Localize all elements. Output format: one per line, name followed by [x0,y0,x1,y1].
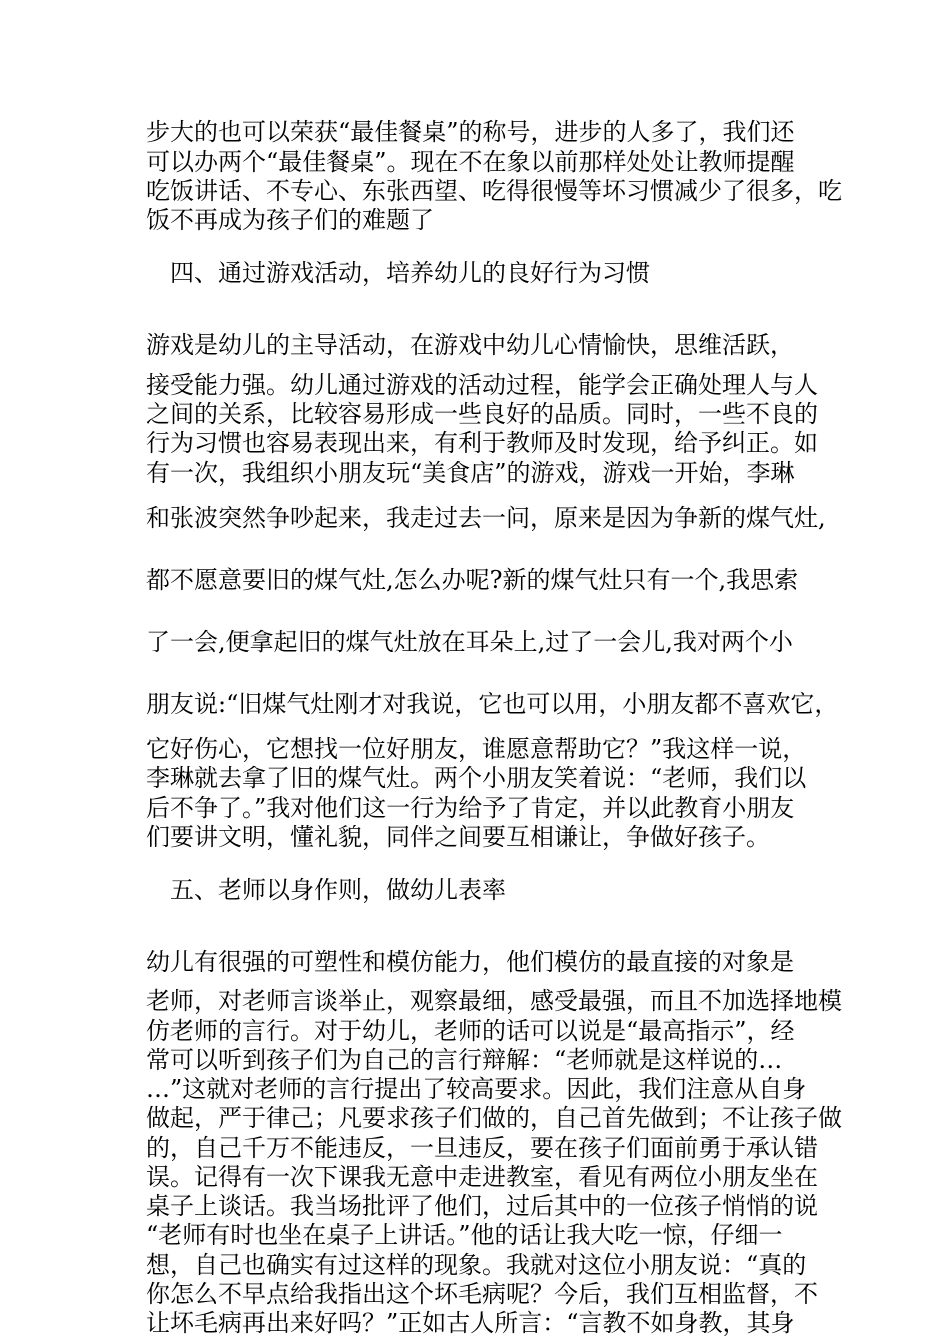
paragraph-line: “老师有时也坐在桌子上讲话。”他的话让我大吃一惊，仔细一 [146,1221,783,1249]
paragraph-line: 仿老师的言行。对于幼儿，老师的话可以说是“最高指示”，经 [146,1017,795,1045]
paragraph-line: 它好伤心，它想找一位好朋友，谁愿意帮助它？”我这样一说， [146,735,807,763]
paragraph-line: 饭不再成为孩子们的难题了 [146,206,434,234]
paragraph-line: 让坏毛病再出来好吗？”正如古人所言：“言教不如身教，其身 [146,1309,795,1337]
paragraph-line: 和张波突然争吵起来，我走过去一问，原来是因为争新的煤气灶, [146,504,826,532]
paragraph-line: 常可以听到孩子们为自己的言行辩解：“老师就是这样说的… [146,1046,783,1074]
section-heading: 四、通过游戏活动，培养幼儿的良好行为习惯 [170,259,650,287]
paragraph-line: …”这就对老师的言行提出了较高要求。因此，我们注意从自身 [146,1075,807,1103]
paragraph-line: 幼儿有很强的可塑性和模仿能力，他们模仿的最直接的对象是 [146,948,794,976]
section-heading: 五、老师以身作则，做幼儿表率 [170,876,506,904]
paragraph-line: 都不愿意要旧的煤气灶,怎么办呢?新的煤气灶只有一个,我思索 [146,566,799,594]
paragraph-line: 步大的也可以荣获“最佳餐桌”的称号，进步的人多了，我们还 [146,118,795,146]
paragraph-line: 有一次，我组织小朋友玩“美食店”的游戏，游戏一开始，李琳 [146,459,795,487]
paragraph-line: 可以办两个“最佳餐桌”。现在不在象以前那样处处让教师提醒 [146,148,795,176]
paragraph-line: 吃饭讲话、不专心、东张西望、吃得很慢等坏习惯减少了很多，吃 [146,177,842,205]
paragraph-line: 李琳就去拿了旧的煤气灶。两个小朋友笑着说：“老师，我们以 [146,764,807,792]
paragraph-line: 游戏是幼儿的主导活动，在游戏中幼儿心情愉快，思维活跃， [146,331,794,359]
paragraph-line: 桌子上谈话。我当场批评了他们，过后其中的一位孩子悄悄的说 [146,1192,818,1220]
paragraph-line: 老师，对老师言谈举止，观察最细，感受最强，而且不加选择地模 [146,987,842,1015]
paragraph-line: 你怎么不早点给我指出这个坏毛病呢？今后，我们互相监督，不 [146,1280,818,1308]
paragraph-line: 们要讲文明，懂礼貌，同伴之间要互相谦让，争做好孩子。 [146,823,770,851]
paragraph-line: 接受能力强。幼儿通过游戏的活动过程，能学会正确处理人与人 [146,371,818,399]
paragraph-line: 之间的关系，比较容易形成一些良好的品质。同时，一些不良的 [146,400,818,428]
paragraph-line: 误。记得有一次下课我无意中走进教室，看见有两位小朋友坐在 [146,1163,818,1191]
paragraph-line: 了一会,便拿起旧的煤气灶放在耳朵上,过了一会儿,我对两个小 [146,628,793,656]
paragraph-line: 做起，严于律己；凡要求孩子们做的，自己首先做到；不让孩子做 [146,1104,842,1132]
paragraph-line: 行为习惯也容易表现出来，有利于教师及时发现，给予纠正。如 [146,429,818,457]
paragraph-line: 想，自己也确实有过这样的现象。我就对这位小朋友说：“真的 [146,1251,807,1279]
paragraph-line: 朋友说:“旧煤气灶刚才对我说，它也可以用，小朋友都不喜欢它， [146,690,839,718]
paragraph-line: 后不争了。”我对他们这一行为给予了肯定，并以此教育小朋友 [146,794,795,822]
paragraph-line: 的，自己千万不能违反，一旦违反，要在孩子们面前勇于承认错 [146,1134,818,1162]
